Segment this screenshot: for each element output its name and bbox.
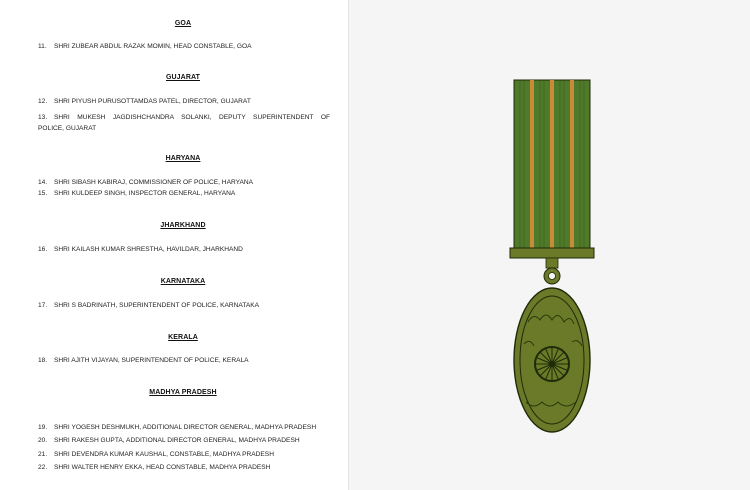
medal-bar xyxy=(510,248,594,258)
entry-number: 21. xyxy=(38,451,48,458)
entry-text-line-2: POLICE, GUJARAT xyxy=(38,125,97,132)
state-heading-kerala: KERALA xyxy=(168,334,198,341)
entry-number: 14. xyxy=(38,179,48,186)
entry-text: SHRI DEVENDRA KUMAR KAUSHAL, CONSTABLE, MADHYA PRADESH xyxy=(54,451,274,458)
entry-text: SHRI KULDEEP SINGH, INSPECTOR GENERAL, HARYANA xyxy=(54,190,236,197)
entry-text: SHRI YOGESH DESHMUKH, ADDITIONAL DIRECTOR GENERAL, MADHYA PRADESH xyxy=(54,424,317,431)
medal-ribbon xyxy=(514,80,590,248)
police-medal-image xyxy=(508,72,598,436)
entry-number: 16. xyxy=(38,246,48,253)
entry-number: 20. xyxy=(38,437,48,444)
entry-text: SHRI RAKESH GUPTA, ADDITIONAL DIRECTOR GENERAL, MADHYA PRADESH xyxy=(54,437,300,444)
state-heading-jharkhand: JHARKHAND xyxy=(160,222,206,229)
medal-suspender xyxy=(544,258,560,284)
state-heading-karnataka: KARNATAKA xyxy=(160,278,206,285)
entry-text: SHRI ZUBEAR ABDUL RAZAK MOMIN, HEAD CONSTABLE, GOA xyxy=(54,43,252,50)
entry-text: SHRI S BADRINATH, SUPERINTENDENT OF POLICE, KARNATAKA xyxy=(54,302,260,309)
entry-text: SHRI WALTER HENRY EKKA, HEAD CONSTABLE, MADHYA PRADESH xyxy=(54,464,271,471)
state-heading-madhya-pradesh: MADHYA PRADESH xyxy=(149,389,217,396)
entry-number: 15. xyxy=(38,190,48,197)
entry-text: SHRI AJITH VIJAYAN, SUPERINTENDENT OF POLICE, KERALA xyxy=(54,357,249,364)
state-heading-goa: GOA xyxy=(174,20,192,27)
entry-text-line-1: SHRI MUKESH JAGDISHCHANDRA SOLANKI, DEPUTY SUPERINTENDENT OF xyxy=(54,114,330,121)
state-heading-haryana: HARYANA xyxy=(165,155,201,162)
entry-number: 11. xyxy=(38,43,47,50)
entry-number: 22. xyxy=(38,464,48,471)
state-heading-gujarat: GUJARAT xyxy=(165,74,200,81)
entry-number: 18. xyxy=(38,357,48,364)
award-list-page xyxy=(0,0,348,490)
entry-text: SHRI KAILASH KUMAR SHRESTHA, HAVILDAR, JHARKHAND xyxy=(54,246,243,253)
entry-number: 19. xyxy=(38,424,48,431)
entry-number: 13. xyxy=(38,114,48,121)
medal-disc xyxy=(514,288,590,432)
entry-number: 17. xyxy=(38,302,48,309)
entry-number: 12. xyxy=(38,98,48,105)
entry-text: SHRI PIYUSH PURUSOTTAMDAS PATEL, DIRECTOR, GUJARAT xyxy=(54,98,251,105)
entry-text: SHRI SIBASH KABIRAJ, COMMISSIONER OF POLICE, HARYANA xyxy=(54,179,254,186)
